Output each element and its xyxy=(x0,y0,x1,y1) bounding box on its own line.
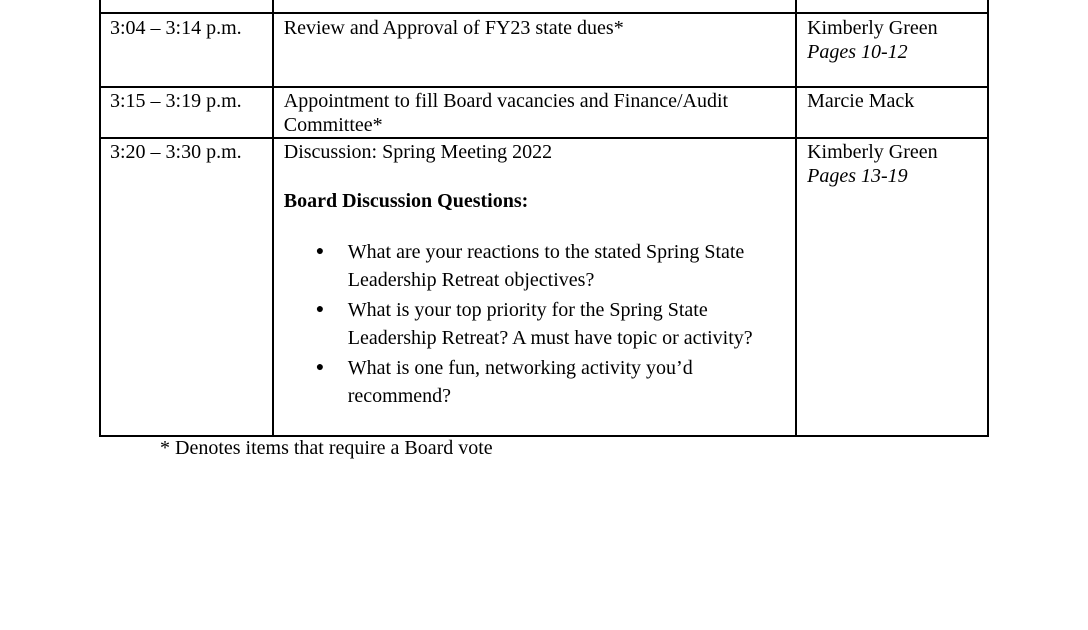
agenda-time: 3:04 – 3:14 p.m. xyxy=(110,17,242,39)
discussion-subheading: Board Discussion Questions: xyxy=(283,190,529,212)
bullet-icon: ● xyxy=(315,244,325,259)
bullet-icon: ● xyxy=(315,360,325,375)
presenter-name: Kimberly Green xyxy=(807,17,938,39)
item-cell xyxy=(273,0,796,13)
page-reference: Pages 10-12 xyxy=(807,41,908,63)
presenter-name: Kimberly Green xyxy=(807,141,938,163)
table-row-previous xyxy=(100,0,988,13)
agenda-item-title: Discussion: Spring Meeting 2022 xyxy=(283,141,553,163)
time-cell xyxy=(100,0,273,13)
bullet-icon: ● xyxy=(315,302,325,317)
item-cell xyxy=(273,87,796,138)
item-cell xyxy=(273,13,796,87)
agenda-item-title: Appointment to fill Board vacancies and Finance/Audit Committee* xyxy=(283,90,729,136)
question-text: What is your top priority for the Spring State Leadership Retreat? A must have topic or activity? xyxy=(347,299,753,349)
list-item xyxy=(284,354,787,410)
agenda-time: 3:20 – 3:30 p.m. xyxy=(110,141,242,163)
time-cell xyxy=(100,13,273,87)
discussion-question-list xyxy=(284,238,787,410)
presenter-cell xyxy=(796,87,988,138)
question-text: What are your reactions to the stated Spring State Leadership Retreat objectives? xyxy=(347,241,745,291)
question-text: What is one fun, networking activity you’d recommend? xyxy=(347,357,693,407)
time-cell xyxy=(100,87,273,138)
presenter-cell xyxy=(796,0,988,13)
item-cell xyxy=(273,138,796,436)
agenda-time: 3:15 – 3:19 p.m. xyxy=(110,90,242,112)
footnote: * Denotes items that require a Board vote xyxy=(160,437,493,459)
list-item xyxy=(284,238,787,294)
page-reference: Pages 13-19 xyxy=(807,165,908,187)
presenter-cell xyxy=(796,138,988,436)
presenter-name: Marcie Mack xyxy=(807,90,915,112)
agenda-table xyxy=(99,0,989,437)
list-item xyxy=(284,296,787,352)
table-row xyxy=(100,138,988,436)
table-row xyxy=(100,13,988,87)
table-row xyxy=(100,87,988,138)
time-cell xyxy=(100,138,273,436)
agenda-item-title: Review and Approval of FY23 state dues* xyxy=(283,17,624,39)
presenter-cell xyxy=(796,13,988,87)
